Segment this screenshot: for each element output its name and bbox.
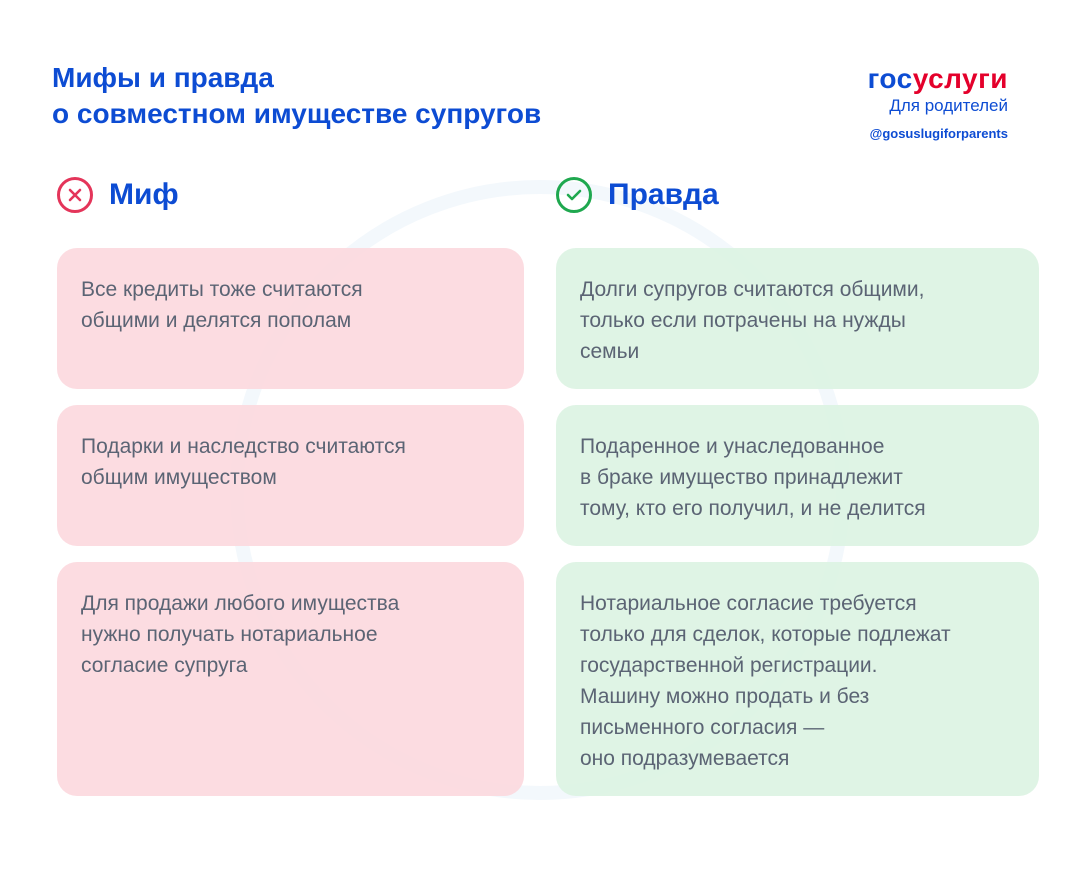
logo-part-gos: гос	[867, 63, 913, 94]
text-line: Долги супругов считаются общими,	[580, 278, 925, 301]
title-line-1: Мифы и правда	[52, 62, 274, 93]
truth-card-2	[556, 405, 1039, 546]
text-line: семьи	[580, 340, 640, 363]
text-line: Подарки и наследство считаются	[81, 435, 406, 458]
text-line: письменного согласия —	[580, 716, 825, 739]
text-line: нужно получать нотариальное	[81, 623, 378, 646]
text-line: Для продажи любого имущества	[81, 592, 400, 615]
truth-card-3	[556, 562, 1039, 796]
text-line: Нотариальное согласие требуется	[580, 592, 917, 615]
myth-column-header	[57, 177, 179, 213]
truth-heading: Правда	[608, 178, 719, 211]
title-line-2: о совместном имуществе супругов	[52, 98, 542, 129]
cross-circle-icon	[57, 177, 93, 213]
text-line: тому, кто его получил, и не делится	[580, 497, 926, 520]
myth-text-1	[81, 274, 500, 336]
text-line: Все кредиты тоже считаются	[81, 278, 363, 301]
text-line: согласие супруга	[81, 654, 248, 677]
text-line: общими и делятся пополам	[81, 309, 352, 332]
text-line: только если потрачены на нужды	[580, 309, 906, 332]
text-line: оно подразумевается	[580, 747, 790, 770]
truth-text-2	[580, 431, 1015, 524]
page-title	[52, 60, 541, 132]
myth-card-3	[57, 562, 524, 796]
myth-text-2	[81, 431, 500, 493]
text-line: в браке имущество принадлежит	[580, 466, 903, 489]
myth-text-3	[81, 588, 500, 681]
logo-subtitle: Для родителей	[889, 96, 1008, 115]
text-line: Машину можно продать и без	[580, 685, 870, 708]
myth-card-1	[57, 248, 524, 389]
truth-text-3	[580, 588, 1015, 774]
gosuslugi-logo	[868, 64, 1008, 141]
truth-text-1	[580, 274, 1015, 367]
truth-column-header	[556, 177, 719, 213]
text-line: только для сделок, которые подлежат	[580, 623, 951, 646]
check-circle-icon	[556, 177, 592, 213]
text-line: Подаренное и унаследованное	[580, 435, 885, 458]
myth-card-2	[57, 405, 524, 546]
social-handle: @gosuslugiforparents	[869, 126, 1008, 141]
logo-part-uslugi: услуги	[912, 63, 1008, 94]
truth-card-1	[556, 248, 1039, 389]
logo-wordmark	[868, 64, 1008, 94]
myth-heading: Миф	[109, 178, 179, 211]
text-line: общим имуществом	[81, 466, 277, 489]
text-line: государственной регистрации.	[580, 654, 878, 677]
